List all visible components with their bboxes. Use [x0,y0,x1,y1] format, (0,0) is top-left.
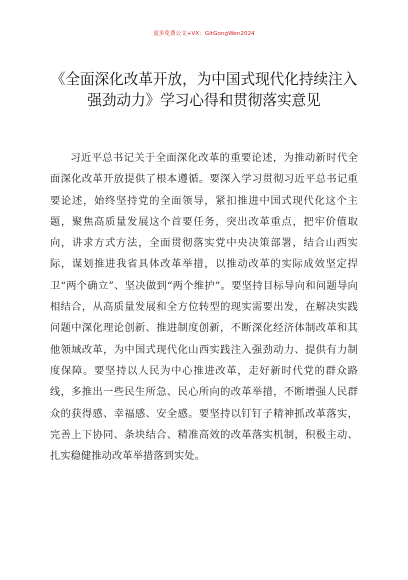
body-paragraph: 习近平总书记关于全面深化改革的重要论述，为推动新时代全面深化改革开放提供了根本遵循。要深入学习贯彻习近平总书记重要论述，始终坚持党的全面领导，紧扣推进中国式现代化这个主题，聚焦高质量发展这个首要任务，突出改革重点，把牢价值取向，讲求方式方法，全面贯彻落实党中央决策部署，结合山西实际，谋划推进我省具体改革举措，以推动改革的实际成效坚定捍卫“两个确立”、坚决做到“两个维护”。要坚持目标导向和问题导向相结合，从高质量发展和全方位转型的现实需要出发，在解决实践问题中深化理论创新、推进制度创新，不断深化经济体制改革和其他领域改革，为中国式现代化山西实践注入强劲动力、提供有力制度保障。要坚持以人民为中心推进改革，走好新时代党的群众路线，多推出一些民生所急、民心所向的改革举措，不断增强人民群众的获得感、幸福感、安全感。要坚持以钉钉子精神抓改革落实，完善上下协同、条块结合、精准高效的改革落实机制，积极主动、扎实稳健推动改革举措落到实处。 [50,153,358,463]
document-title: 《全面深化改革开放，为中国式现代化持续注入强劲动力》学习心得和贯彻落实意见 [50,71,358,109]
header-note: 更多免费公文+VX：GitGongWen2024 [153,31,255,37]
